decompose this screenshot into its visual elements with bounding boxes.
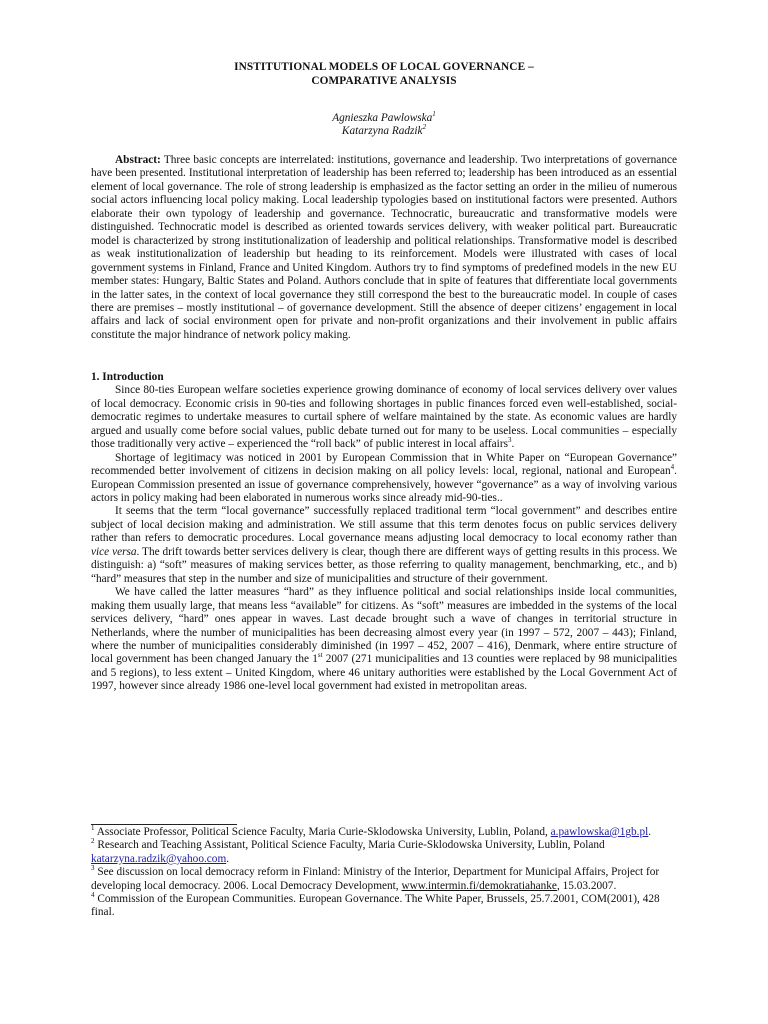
email-link[interactable]: a.pawlowska@1gb.pl	[550, 826, 649, 838]
author-footnote-mark: 1	[432, 110, 436, 119]
paper-title-line-1: INSTITUTIONAL MODELS OF LOCAL GOVERNANCE –	[234, 61, 534, 73]
footnote	[91, 893, 677, 920]
footnote-mark: 2	[91, 837, 95, 846]
paragraph-text: .	[511, 438, 515, 451]
paragraph-text: . European Commission presented an issue of governance comprehensively, however “governance” as a way of involving various actors in policy making had been elaborated in numerous works since already mid-90-ties..	[91, 465, 677, 504]
footnote-mark: 1	[91, 824, 95, 833]
ordinal-suffix: st	[317, 651, 323, 660]
paragraph-text: Since 80-ties European welfare societies experience growing dominance of economy of local services delivery over values of local democracy. Economic crisis in 90-ties and following shortages in public finances forced even well-established, social-democratic regimes to undertake measures to curtail sphere of welfare maintained by the state. As economic values are hardly argued and usually come before social values, public debate turned out for many to be useless. Local communities – especially those traditionally very active – experienced the “roll back” of public interest in local affairs	[91, 384, 677, 451]
abstract-text: Three basic concepts are interrelated: institutions, governance and leadership. Two interpretations of governance have been presented. Institutional interpretation of leadership has been referred to; leadership has been introduced as an essential element of local governance. The role of strong leadership is emphasized as the factor setting an order in the milieu of numerous social actors influencing local policy making. Local leadership typologies based on institutional factors were presented. Authors elaborate their own typology of leadership and governance. Technocratic, bureaucratic and transformative models were distinguished. Technocratic model is described as oriented towards services delivery, with weaker political part. Bureaucratic model is characterized by strong institutionalization of leadership and political relationships. Transformative model is described as weak institutionalization of leadership but heading to its reinforcement. Models were illustrated with cases of local government systems in Finland, France and United Kingdom. Authors try to find symptoms of predefined models in the new EU member states: Hungary, Baltic States and Poland. Authors conclude that in spite of features that differentiate local governments in the latter sates, in the context of local governance they still correspond the best to the bureaucratic model. In couple of cases there are premises – mostly institutional – of governance development. Still the absence of deeper citizens’ engagement in local affairs and lack of social environment open for private and non-profit organizations and their involvement in public affairs constitute the major hindrance of network policy making.	[91, 154, 677, 341]
paragraph-text: . The drift towards better services delivery is clear, though there are different ways of getting results in this process. We distinguish: a) “soft” measures of making services better, as those referring to quality management, benchmarking, etc., and b) “hard” measures that step in the number and size of municipalities and structure of their government.	[91, 545, 677, 585]
footnote-ref[interactable]: 3	[507, 436, 512, 445]
footnote-divider	[91, 824, 237, 825]
body-paragraph	[91, 586, 677, 694]
paper-title-line-2: COMPARATIVE ANALYSIS	[311, 75, 457, 87]
abstract	[91, 154, 677, 342]
author-name: Katarzyna Radzik	[341, 125, 423, 137]
body-paragraph	[91, 452, 677, 506]
footnote-mark: 3	[91, 864, 95, 873]
italic-phrase: vice versa	[91, 545, 137, 558]
author-name: Agnieszka Pawlowska	[332, 112, 433, 124]
footnote-text: .	[226, 852, 230, 865]
footnote	[91, 866, 677, 893]
footnote-ref[interactable]: 4	[670, 463, 675, 472]
section-heading: 1. Introduction	[91, 371, 164, 384]
footnote	[91, 839, 677, 866]
footnote-text: Research and Teaching Assistant, Political Science Faculty, Maria Curie-Sklodowska University, Lublin, Poland	[94, 839, 605, 852]
paragraph-text: Shortage of legitimacy was noticed in 2001 by European Commission that in White Paper on “European Governance” recommended better involvement of citizens in decision making on all policy levels: local, regional, national and European	[91, 451, 677, 478]
url-link[interactable]: www.intermin.fi/demokratiahanke	[401, 879, 557, 892]
email-link[interactable]: katarzyna.radzik@yahoo.com	[91, 852, 227, 865]
footnote-text: Associate Professor, Political Science Faculty, Maria Curie-Sklodowska University, Lublin, Poland,	[94, 826, 551, 838]
footnotes	[91, 826, 677, 920]
footnote-text: .	[648, 826, 652, 838]
paragraph-text: We have called the latter measures “hard” as they influence political and social relationships inside local communities, making them usually large, that means less “available” for citizens. As “soft” measures are imbedded in the systems of the local services delivery, “hard” ones appear in waves. Last decade brought such a wave of changes in territorial structure in Netherlands, where the number of municipalities has been decreasing almost every year (in 1997 – 572, 2007 – 443); Finland, where the number of municipalities considerably diminished (in 1997 – 452, 2007 – 416), Denmark, where entire structure of local government has been changed January the 1	[91, 586, 677, 666]
author-footnote-mark: 2	[422, 123, 427, 132]
footnote	[91, 826, 677, 839]
paper-title	[91, 60, 677, 88]
document-page	[91, 60, 677, 694]
author-list	[91, 112, 677, 138]
body-paragraph	[91, 384, 677, 451]
body-paragraph	[91, 505, 677, 586]
abstract-label: Abstract:	[115, 154, 161, 166]
paragraph-text: 2007 (271 municipalities and 13 counties were replaced by 98 municipalities and 5 regions), to less extent – United Kingdom, where 46 unitary authorities were established by the Local Government Act of 1997, however since already 1986 one-level local government had existed in metropolitan areas.	[91, 653, 677, 693]
footnote-text: , 15.03.2007.	[556, 879, 617, 892]
footnote-text: See discussion on local democracy reform in Finland: Ministry of the Interior, Department for Municipal Affairs, Project for developing local democracy. 2006. Local Democracy Development,	[91, 866, 660, 892]
paragraph-text: It seems that the term “local governance” successfully replaced traditional term “local government” and describes entire subject of local decision making and administration. We still assume that this term denotes focus on public services delivery rather than refers to democratic procedures. Local governance means adjusting local democracy to local economy rather than	[91, 505, 677, 545]
footnote-mark: 4	[91, 891, 95, 900]
footnote-text: Commission of the European Communities. European Governance. The White Paper, Brussels, 25.7.2001, COM(2001), 428 final.	[91, 893, 660, 919]
